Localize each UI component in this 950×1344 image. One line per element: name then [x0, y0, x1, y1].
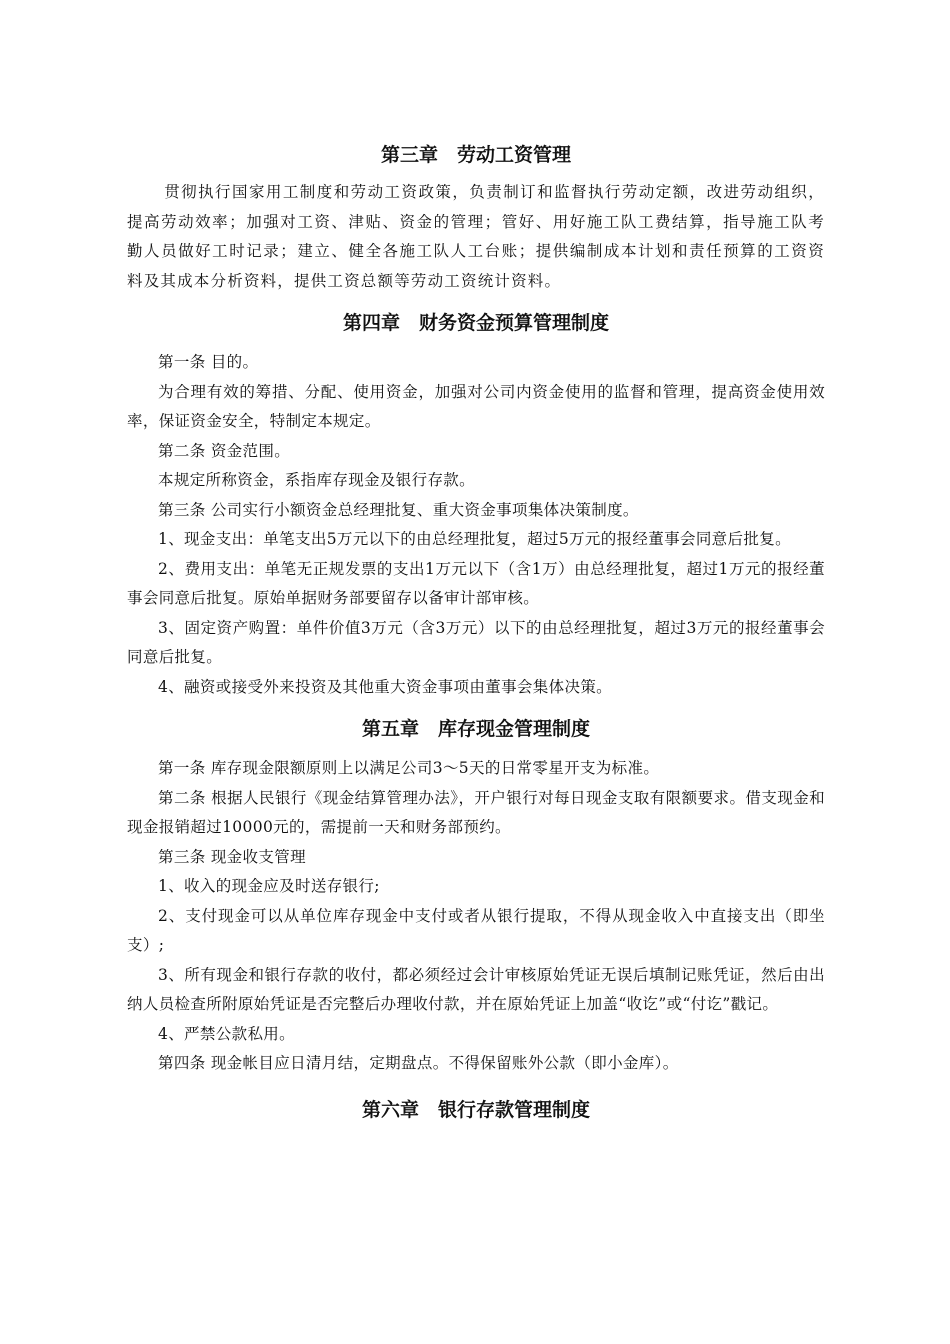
ch5-item-payment: 2、支付现金可以从单位库存现金中支付或者从银行提取，不得从现金收入中直接支出（即坐支）; [127, 906, 825, 954]
ch5-article-3: 第三条 现金收支管理 [158, 847, 306, 866]
ch4-item-cash-expense: 1、现金支出：单笔支出5万元以下的由总经理批复，超过5万元的报经董事会同意后批复。 [158, 530, 791, 548]
ch5-item-deposit: 1、收入的现金应及时送存银行; [158, 877, 380, 895]
document-body [127, 140, 825, 1125]
ch5-item-prohibition: 4、严禁公款私用。 [158, 1024, 296, 1043]
ch4-item-fee-expense: 2、费用支出：单笔无正规发票的支出1万元以下（含1万）由总经理批复，超过1万元的报经董事会同意后批复。原始单据财务部要留存以备审计部审核。 [127, 559, 825, 607]
ch5-item-audit: 3、所有现金和银行存款的收付，都必须经过会计审核原始凭证无误后填制记账凭证，然后由出纳人员检查所附原始凭证是否完整后办理收付款，并在原始凭证上加盖“收讫”或“付讫”戳记。 [127, 965, 825, 1013]
ch5-article-4: 第四条 现金帐目应日清月结，定期盘点。不得保留账外公款（即小金库）。 [158, 1054, 679, 1072]
chapter-5-title: 第五章 库存现金管理制度 [361, 718, 590, 740]
ch4-item-fixed-asset: 3、固定资产购置：单件价值3万元（含3万元）以下的由总经理批复，超过3万元的报经董事会同意后批复。 [127, 618, 825, 666]
ch5-article-1: 第一条 库存现金限额原则上以满足公司3～5天的日常零星开支为标准。 [158, 759, 660, 777]
ch4-article-2: 第二条 资金范围。 [158, 441, 291, 460]
chapter-4-title: 第四章 财务资金预算管理制度 [342, 312, 609, 334]
ch4-article-3: 第三条 公司实行小额资金总经理批复、重大资金事项集体决策制度。 [158, 500, 639, 519]
chapter-6-title: 第六章 银行存款管理制度 [361, 1098, 590, 1121]
ch4-article-1: 第一条 目的。 [158, 353, 259, 371]
chapter-3-title: 第三章 劳动工资管理 [380, 144, 571, 166]
ch4-scope-text: 本规定所称资金，系指库存现金及银行存款。 [158, 471, 476, 489]
ch5-article-2: 第二条 根据人民银行《现金结算管理办法》，开户银行对每日现金支取有限额要求。借支现金和现金报销超过10000元的，需提前一天和财务部预约。 [127, 788, 825, 836]
ch4-purpose-text: 为合理有效的筹措、分配、使用资金，加强对公司内资金使用的监督和管理，提高资金使用效率，保证资金安全，特制定本规定。 [127, 382, 825, 430]
chapter-3-paragraph: 贯彻执行国家用工制度和劳动工资政策，负责制订和监督执行劳动定额，改进劳动组织，提高劳动效率；加强对工资、津贴、资金的管理；管好、用好施工队工费结算，指导施工队考勤人员做好工时记录；建立、健全各施工队人工台账；提供编制成本计划和责任预算的工资资料及其成本分析资料，提供工资总额等劳动工资统计资料。 [127, 183, 825, 290]
ch4-item-financing: 4、融资或接受外来投资及其他重大资金事项由董事会集体决策。 [158, 677, 613, 696]
